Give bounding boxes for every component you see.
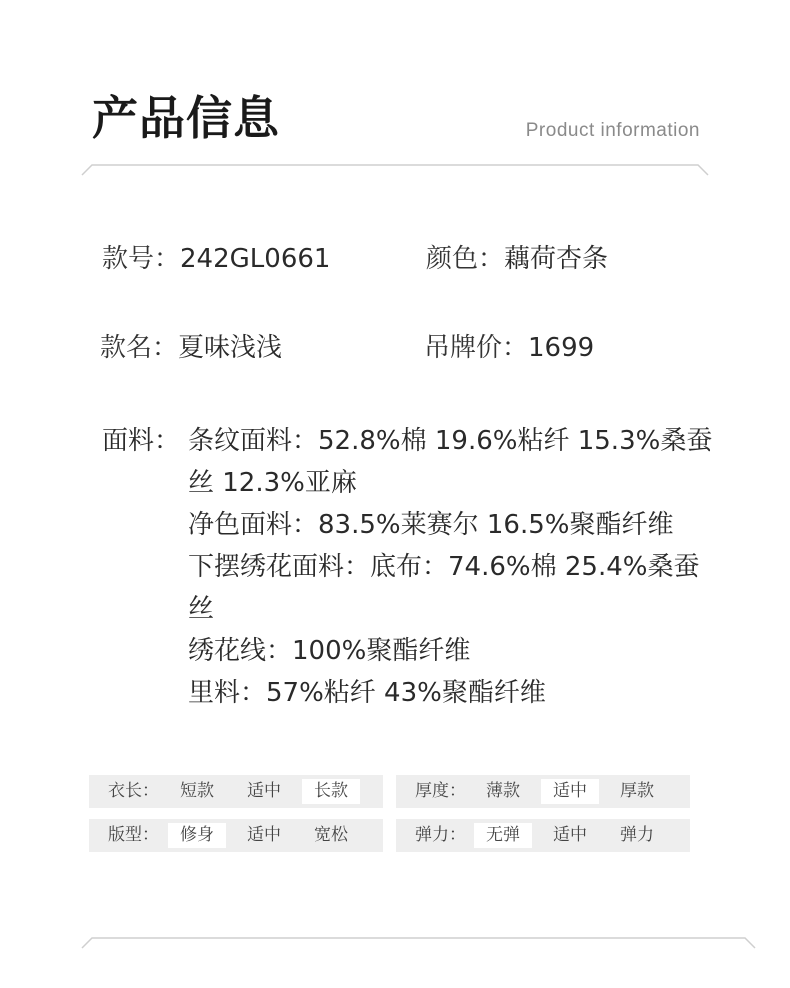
spec-thickness-option: 适中 bbox=[541, 779, 599, 804]
materials-label: 面料： bbox=[102, 426, 181, 456]
materials-block bbox=[102, 420, 742, 714]
materials-line: 条纹面料：52.8%棉 19.6%粘纤 15.3%桑蚕 bbox=[188, 426, 713, 456]
materials-line: 净色面料：83.5%莱赛尔 16.5%聚酯纤维 bbox=[188, 510, 674, 540]
color-row bbox=[426, 242, 608, 276]
page-title: 产品信息 bbox=[92, 91, 280, 145]
spec-length-option: 适中 bbox=[247, 781, 281, 801]
materials-lines bbox=[188, 420, 742, 714]
spec-length-label: 衣长： bbox=[108, 781, 159, 801]
style-number-row bbox=[102, 242, 330, 276]
spec-thickness-label: 厚度： bbox=[415, 781, 466, 801]
price-value: 1699 bbox=[528, 333, 595, 363]
price-label: 吊牌价： bbox=[424, 333, 529, 363]
page-subtitle: Product information bbox=[525, 120, 700, 141]
spec-elasticity-option: 无弹 bbox=[474, 823, 532, 848]
spec-fit-option: 修身 bbox=[168, 823, 226, 848]
spec-fit-option: 宽松 bbox=[314, 825, 348, 845]
materials-line: 下摆绣花面料：底布：74.6%棉 25.4%桑蚕 bbox=[188, 552, 700, 582]
spec-length-option: 短款 bbox=[180, 781, 214, 801]
spec-elasticity-option: 适中 bbox=[553, 825, 587, 845]
price-row bbox=[424, 331, 594, 365]
spec-fit bbox=[89, 819, 383, 852]
spec-elasticity-option: 弹力 bbox=[620, 825, 654, 845]
spec-length bbox=[89, 775, 383, 808]
color-label: 颜色： bbox=[426, 244, 505, 274]
spec-thickness bbox=[396, 775, 690, 808]
spec-elasticity-label: 弹力： bbox=[415, 825, 466, 845]
materials-line: 绣花线：100%聚酯纤维 bbox=[188, 636, 471, 666]
spec-thickness-option: 厚款 bbox=[620, 781, 654, 801]
style-name-row bbox=[100, 331, 282, 365]
materials-line: 丝 bbox=[188, 594, 215, 624]
spec-length-option: 长款 bbox=[302, 779, 360, 804]
spec-thickness-option: 薄款 bbox=[486, 781, 520, 801]
materials-line: 丝 12.3%亚麻 bbox=[188, 468, 357, 498]
spec-elasticity bbox=[396, 819, 690, 852]
style-name-label: 款名： bbox=[100, 333, 179, 363]
style-number-label: 款号： bbox=[102, 244, 181, 274]
color-value: 藕荷杏条 bbox=[504, 244, 609, 274]
spec-fit-option: 适中 bbox=[247, 825, 281, 845]
style-name-value: 夏味浅浅 bbox=[178, 333, 283, 363]
materials-line: 里料：57%粘纤 43%聚酯纤维 bbox=[188, 678, 546, 708]
style-number-value: 242GL0661 bbox=[180, 244, 331, 274]
spec-fit-label: 版型： bbox=[108, 825, 159, 845]
